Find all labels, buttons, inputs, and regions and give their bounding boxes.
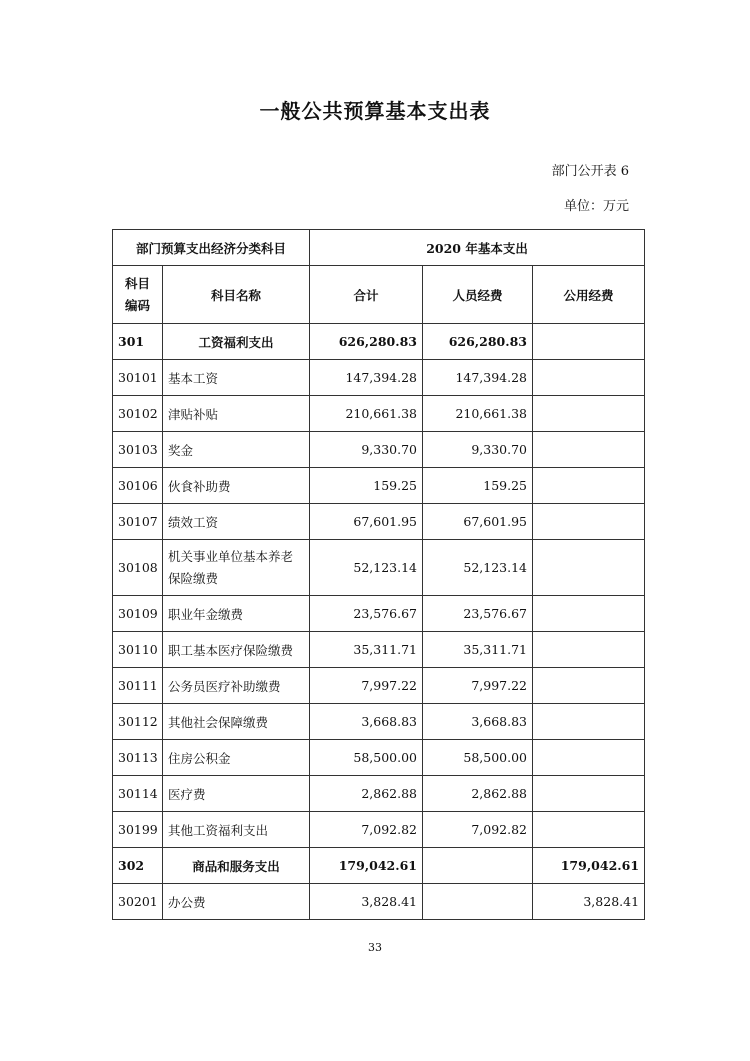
cell-personnel: 2,862.88 — [423, 776, 533, 812]
cell-total: 179,042.61 — [310, 848, 423, 884]
cell-public — [533, 776, 645, 812]
cell-total: 67,601.95 — [310, 504, 423, 540]
cell-code: 30106 — [113, 468, 163, 504]
cell-code: 30111 — [113, 668, 163, 704]
cell-code: 302 — [113, 848, 163, 884]
table-row — [113, 740, 645, 776]
table-row — [113, 432, 645, 468]
table-body — [113, 324, 645, 920]
cell-personnel: 210,661.38 — [423, 396, 533, 432]
cell-total: 23,576.67 — [310, 596, 423, 632]
cell-code: 30109 — [113, 596, 163, 632]
cell-name: 机关事业单位基本养老保险缴费 — [163, 540, 310, 596]
cell-code: 30101 — [113, 360, 163, 396]
cell-public — [533, 432, 645, 468]
header-basic-expenditure: 2020 年基本支出 — [310, 230, 645, 266]
cell-code: 30110 — [113, 632, 163, 668]
cell-personnel — [423, 848, 533, 884]
category-row — [113, 848, 645, 884]
cell-public — [533, 596, 645, 632]
cell-name: 职业年金缴费 — [163, 596, 310, 632]
cell-code: 30107 — [113, 504, 163, 540]
category-row — [113, 324, 645, 360]
cell-total: 9,330.70 — [310, 432, 423, 468]
table-row — [113, 468, 645, 504]
budget-table — [112, 229, 645, 920]
cell-total: 159.25 — [310, 468, 423, 504]
cell-total: 626,280.83 — [310, 324, 423, 360]
cell-public: 179,042.61 — [533, 848, 645, 884]
cell-total: 210,661.38 — [310, 396, 423, 432]
table-row — [113, 776, 645, 812]
header-row-columns — [113, 266, 645, 324]
table-row — [113, 540, 645, 596]
cell-total: 35,311.71 — [310, 632, 423, 668]
cell-personnel: 23,576.67 — [423, 596, 533, 632]
cell-personnel — [423, 884, 533, 920]
table-row — [113, 632, 645, 668]
table-row — [113, 360, 645, 396]
cell-total: 7,997.22 — [310, 668, 423, 704]
cell-name: 办公费 — [163, 884, 310, 920]
table-number: 部门公开表 6 — [551, 164, 629, 179]
cell-personnel: 159.25 — [423, 468, 533, 504]
cell-public — [533, 396, 645, 432]
cell-personnel: 7,092.82 — [423, 812, 533, 848]
cell-total: 52,123.14 — [310, 540, 423, 596]
cell-total: 3,828.41 — [310, 884, 423, 920]
cell-public: 3,828.41 — [533, 884, 645, 920]
table-row — [113, 812, 645, 848]
cell-personnel: 58,500.00 — [423, 740, 533, 776]
cell-name: 其他社会保障缴费 — [163, 704, 310, 740]
cell-name: 其他工资福利支出 — [163, 812, 310, 848]
table-row — [113, 396, 645, 432]
cell-public — [533, 360, 645, 396]
cell-code: 301 — [113, 324, 163, 360]
cell-code: 30103 — [113, 432, 163, 468]
cell-name: 医疗费 — [163, 776, 310, 812]
cell-code: 30112 — [113, 704, 163, 740]
cell-code: 30201 — [113, 884, 163, 920]
cell-code: 30199 — [113, 812, 163, 848]
table-row — [113, 884, 645, 920]
cell-name: 伙食补助费 — [163, 468, 310, 504]
cell-name: 工资福利支出 — [163, 324, 310, 360]
cell-public — [533, 740, 645, 776]
cell-public — [533, 668, 645, 704]
table-row — [113, 504, 645, 540]
cell-total: 3,668.83 — [310, 704, 423, 740]
cell-public — [533, 504, 645, 540]
cell-personnel: 3,668.83 — [423, 704, 533, 740]
unit-label: 单位：万元 — [563, 199, 629, 214]
cell-name: 职工基本医疗保险缴费 — [163, 632, 310, 668]
page-number: 33 — [368, 941, 382, 954]
cell-name: 公务员医疗补助缴费 — [163, 668, 310, 704]
cell-code: 30108 — [113, 540, 163, 596]
table-row — [113, 596, 645, 632]
cell-public — [533, 812, 645, 848]
cell-personnel: 52,123.14 — [423, 540, 533, 596]
cell-personnel: 35,311.71 — [423, 632, 533, 668]
header-name: 科目名称 — [163, 266, 310, 324]
page-title: 一般公共预算基本支出表 — [259, 99, 491, 123]
cell-total: 147,394.28 — [310, 360, 423, 396]
header-personnel: 人员经费 — [423, 266, 533, 324]
cell-name: 奖金 — [163, 432, 310, 468]
table-row — [113, 668, 645, 704]
header-public: 公用经费 — [533, 266, 645, 324]
header-code: 科目 编码 — [113, 266, 163, 324]
cell-public — [533, 704, 645, 740]
cell-name: 商品和服务支出 — [163, 848, 310, 884]
cell-personnel: 9,330.70 — [423, 432, 533, 468]
cell-personnel: 626,280.83 — [423, 324, 533, 360]
cell-personnel: 147,394.28 — [423, 360, 533, 396]
cell-public — [533, 540, 645, 596]
cell-code: 30114 — [113, 776, 163, 812]
header-classification: 部门预算支出经济分类科目 — [113, 230, 310, 266]
cell-name: 住房公积金 — [163, 740, 310, 776]
cell-name: 津贴补贴 — [163, 396, 310, 432]
cell-personnel: 67,601.95 — [423, 504, 533, 540]
cell-code: 30113 — [113, 740, 163, 776]
cell-public — [533, 632, 645, 668]
cell-total: 2,862.88 — [310, 776, 423, 812]
cell-personnel: 7,997.22 — [423, 668, 533, 704]
cell-name: 绩效工资 — [163, 504, 310, 540]
header-total: 合计 — [310, 266, 423, 324]
cell-public — [533, 468, 645, 504]
cell-code: 30102 — [113, 396, 163, 432]
table-row — [113, 704, 645, 740]
header-row-group — [113, 230, 645, 266]
cell-total: 7,092.82 — [310, 812, 423, 848]
cell-public — [533, 324, 645, 360]
cell-total: 58,500.00 — [310, 740, 423, 776]
cell-name: 基本工资 — [163, 360, 310, 396]
